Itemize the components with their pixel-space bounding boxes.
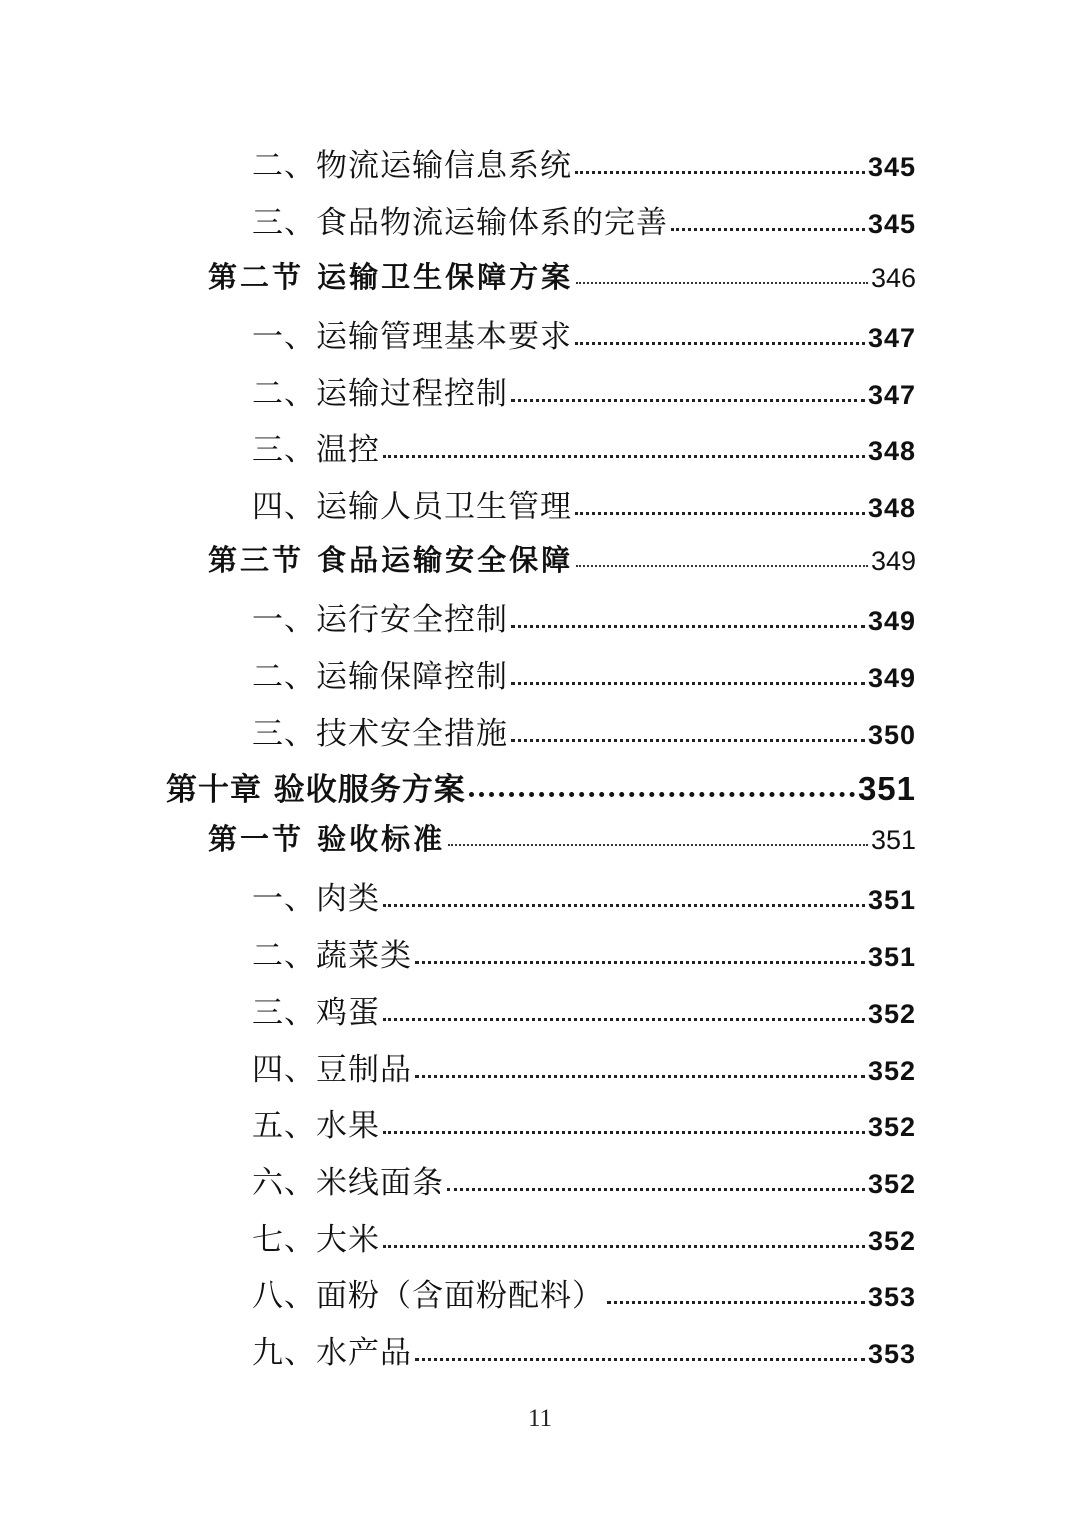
toc-entry-page: 345 (867, 209, 916, 239)
toc-entry[interactable] (252, 1100, 916, 1145)
toc-entry-title: 第十章 验收服务方案 (166, 772, 466, 808)
toc-entry-title: 九、水产品 (252, 1335, 412, 1371)
toc-entry-title: 八、面粉（含面粉配料） (252, 1278, 604, 1314)
toc-entry-title: 三、技术安全措施 (252, 716, 508, 752)
toc-entry[interactable] (252, 1157, 916, 1202)
toc-entry-title: 二、运输保障控制 (252, 659, 508, 695)
toc-entry-page: 351 (867, 942, 916, 972)
toc-entry[interactable] (252, 140, 916, 185)
toc-entry-title: 二、物流运输信息系统 (252, 148, 572, 184)
toc-entry-title: 四、运输人员卫生管理 (252, 489, 572, 525)
toc-entry-page: 348 (867, 436, 916, 466)
dot-leader (383, 992, 865, 1023)
toc-entry[interactable] (252, 651, 916, 696)
toc-section-entry[interactable] (208, 817, 916, 858)
toc-entry-title: 七、大米 (252, 1222, 380, 1258)
toc-entry-page: 351 (857, 770, 916, 807)
dot-leader (576, 258, 868, 287)
toc-entry-page: 346 (870, 263, 916, 293)
toc-entry[interactable] (252, 1044, 916, 1089)
dot-leader (447, 1162, 865, 1193)
toc-entry-page: 351 (867, 885, 916, 915)
dot-leader (383, 1219, 865, 1250)
dot-leader (469, 769, 855, 800)
toc-entry[interactable] (252, 481, 916, 526)
toc-entry[interactable] (252, 930, 916, 975)
toc-entry-page: 349 (867, 606, 916, 636)
toc-entry-page: 352 (867, 1056, 916, 1086)
toc-entry[interactable] (252, 311, 916, 356)
dot-leader (607, 1275, 865, 1306)
toc-entry-page: 349 (867, 663, 916, 693)
toc-entry-title: 六、米线面条 (252, 1165, 444, 1201)
toc-entry[interactable] (252, 594, 916, 639)
toc-entry[interactable] (252, 368, 916, 413)
dot-leader (383, 429, 865, 460)
toc-entry-page: 353 (867, 1339, 916, 1369)
toc-entry-title: 二、运输过程控制 (252, 376, 508, 412)
toc-section-entry[interactable] (208, 255, 916, 296)
dot-leader (448, 820, 868, 849)
toc-entry-page: 347 (867, 323, 916, 353)
dot-leader (575, 486, 865, 517)
dot-leader (511, 713, 865, 744)
toc-entry-title: 二、蔬菜类 (252, 938, 412, 974)
dot-leader (415, 935, 865, 966)
dot-leader (576, 541, 868, 570)
toc-entry-page: 352 (867, 999, 916, 1029)
toc-entry[interactable] (252, 1270, 916, 1315)
toc-entry-page: 348 (867, 493, 916, 523)
toc-entry-page: 352 (867, 1112, 916, 1142)
dot-leader (415, 1332, 865, 1363)
toc-entry-title: 一、运行安全控制 (252, 602, 508, 638)
toc-entry-title: 一、运输管理基本要求 (252, 319, 572, 355)
toc-entry-title: 第三节 食品运输安全保障 (208, 543, 574, 577)
dot-leader (415, 1049, 865, 1080)
toc-entry-page: 351 (870, 825, 916, 855)
toc-entry-page: 350 (867, 720, 916, 750)
dot-leader (511, 656, 865, 687)
toc-entry[interactable] (252, 1327, 916, 1372)
dot-leader (383, 878, 865, 909)
toc-entry-title: 三、温控 (252, 432, 380, 468)
toc-chapter-entry[interactable] (166, 764, 916, 809)
toc-entry[interactable] (252, 424, 916, 469)
toc-entry-page: 353 (867, 1282, 916, 1312)
dot-leader (383, 1105, 865, 1136)
toc-entry[interactable] (252, 708, 916, 753)
toc-entry[interactable] (252, 1214, 916, 1259)
dot-leader (511, 373, 865, 404)
page-number: 11 (527, 1405, 553, 1432)
toc-entry[interactable] (252, 873, 916, 918)
toc-entry-title: 一、肉类 (252, 881, 380, 917)
toc-entry-title: 三、食品物流运输体系的完善 (252, 205, 668, 241)
dot-leader (511, 599, 865, 630)
toc-entry[interactable] (252, 987, 916, 1032)
toc-entry-title: 五、水果 (252, 1108, 380, 1144)
toc-entry-title: 三、鸡蛋 (252, 995, 380, 1031)
toc-entry-title: 第一节 验收标准 (208, 822, 446, 856)
toc-entry-title: 四、豆制品 (252, 1052, 412, 1088)
toc-entry-page: 352 (867, 1226, 916, 1256)
toc-entry-page: 349 (870, 546, 916, 576)
toc-entry-page: 345 (867, 152, 916, 182)
toc-section-entry[interactable] (208, 538, 916, 579)
toc-entry[interactable] (252, 197, 916, 242)
dot-leader (575, 145, 865, 176)
toc-entry-page: 352 (867, 1169, 916, 1199)
toc-entry-page: 347 (867, 380, 916, 410)
dot-leader (671, 202, 865, 233)
dot-leader (575, 316, 865, 347)
toc-entry-title: 第二节 运输卫生保障方案 (208, 260, 574, 294)
